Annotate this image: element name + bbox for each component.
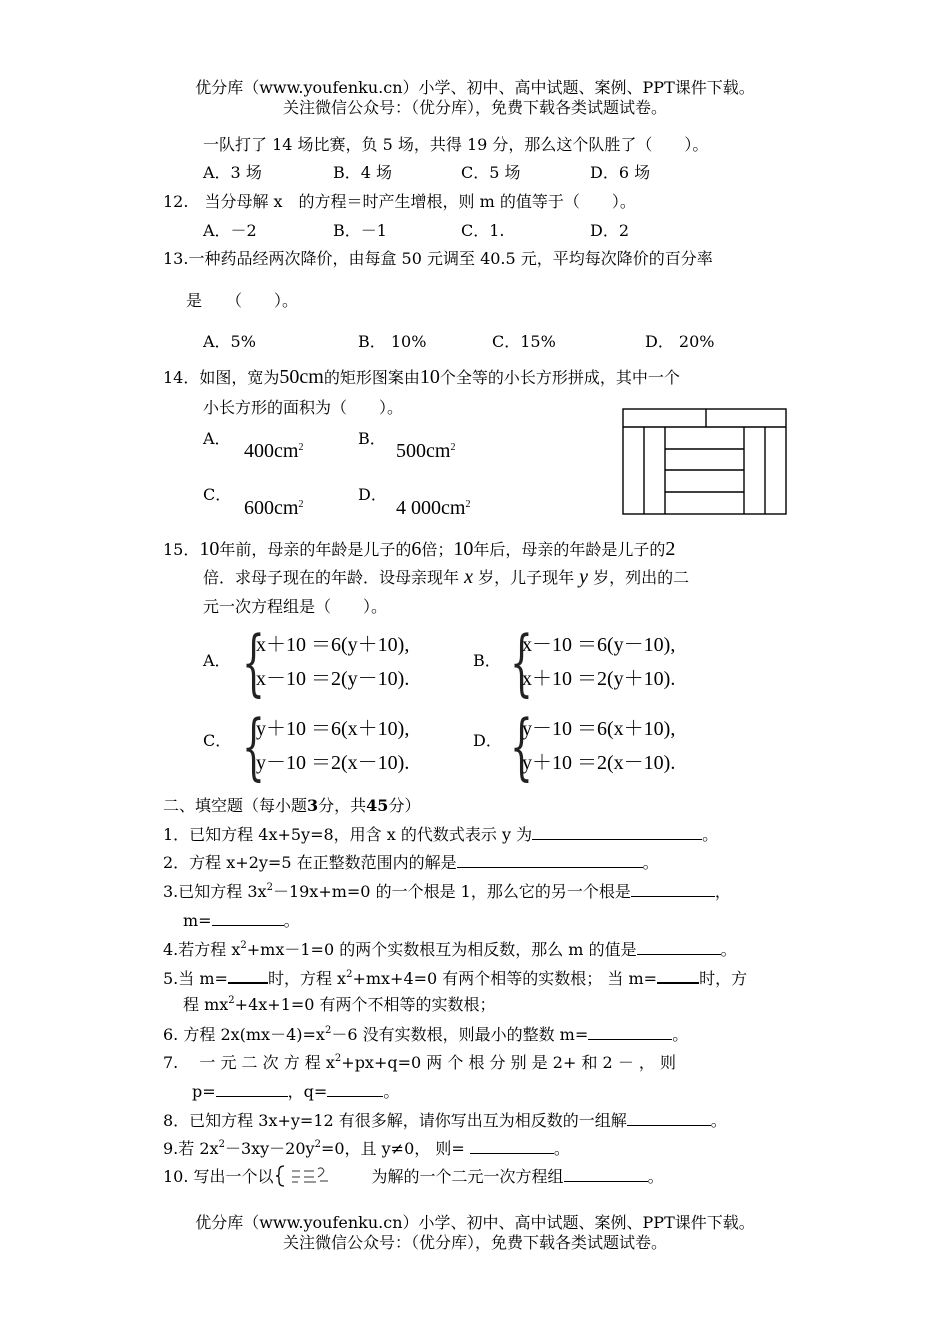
fill-5	[163, 966, 747, 990]
q15-line2-c: 岁，列出的二	[588, 568, 690, 587]
q14-option-d-label: D．	[358, 485, 387, 504]
fill-5-text-c: +mx+4=0 有两个相等的实数根； 当 m=	[352, 969, 658, 988]
q15-option-c-eq2: y－10 ＝2(x－10).	[256, 752, 410, 774]
q15-option-c-eq1: y＋10 ＝6(x＋10),	[256, 718, 410, 740]
fill-2-end: 。	[642, 853, 659, 872]
q14-option-d-sup: 2	[465, 499, 471, 510]
fill-10-brace-graphic	[274, 1163, 372, 1189]
fill-3-blank-2[interactable]	[212, 909, 284, 926]
fill-7-p: p=	[192, 1082, 216, 1101]
q15-var-x: x	[464, 566, 473, 588]
q15-option-b-eq1: x－10 ＝6(y－10),	[522, 634, 676, 656]
fill-3-text-a: 3.已知方程 3x	[163, 882, 267, 901]
footer-line-2: 关注微信公众号：（优分库），免费下载各类试题试卷。	[282, 1233, 667, 1252]
q14-option-c-label: C．	[203, 485, 232, 504]
fill-7-line-2	[192, 1080, 399, 1103]
fill-3-text-b: －19x+m=0 的一个根是 1，那么它的另一个根是	[272, 882, 631, 901]
q13-option-a: A．5%	[203, 332, 256, 351]
fill-7-blank-2[interactable]	[327, 1080, 383, 1097]
q14-text-3: 个全等的小长方形拼成，其中一个	[439, 368, 680, 387]
fill-7-text-b: +px+q=0 两 个 根 分 别 是 2+ 和 2 － ， 则	[341, 1053, 676, 1072]
fill-5-line-2	[183, 994, 496, 1016]
q14-text-2: 的矩形图案由	[323, 368, 420, 387]
fill-5-text-a: 5.当 m=	[163, 969, 228, 988]
q12-stem: 12. 当分母解 x 的方程＝时产生增根，则 m 的值等于（ ）。	[163, 192, 636, 211]
fill-6	[163, 1023, 688, 1046]
fill-5-blank-2[interactable]	[657, 966, 699, 984]
q14-number: 14．	[163, 368, 200, 387]
fill-5-sup-2: 2	[228, 995, 235, 1006]
q11-option-c: C．5 场	[461, 163, 521, 182]
q15-line2-a: 倍．求母子现在的年龄．设母亲现年	[203, 568, 465, 587]
q15-option-c-brace: {	[242, 704, 265, 788]
q13-option-c: C．15%	[492, 332, 556, 351]
q15-option-b-brace: {	[510, 620, 533, 704]
q15-a4: 2	[665, 538, 676, 560]
fill-10-end: 。	[647, 1167, 664, 1186]
q15-option-b-eq2: x＋10 ＝2(y＋10).	[522, 668, 676, 690]
fill-1-blank[interactable]	[532, 823, 702, 840]
q15-option-b-label: B．	[473, 651, 501, 670]
section-2-title-b: 3	[307, 796, 319, 815]
section-2-title-a: 二、填空题（每小题	[163, 796, 308, 815]
q14-option-b-value	[396, 440, 455, 463]
fill-9	[163, 1137, 570, 1160]
fill-10-blank[interactable]	[564, 1165, 648, 1182]
fill-5-text-d: 时，方	[699, 969, 748, 988]
q11-option-d: D．6 场	[590, 163, 651, 182]
fill-2	[163, 851, 659, 874]
q14-option-a-label: A．	[203, 429, 231, 448]
fill-4	[163, 938, 737, 961]
fill-6-blank[interactable]	[588, 1023, 672, 1040]
q14-stem-2: 小长方形的面积为（ ）。	[203, 398, 404, 417]
fill-5-text-e: 程 mx	[183, 995, 229, 1014]
fill-9-sup: 2	[218, 1139, 225, 1150]
q15-option-d-brace: {	[510, 704, 533, 788]
fill-7	[163, 1052, 676, 1074]
fill-7-text-a: 7. 一 元 二 次 方 程 x	[163, 1053, 335, 1072]
rectangle-pattern-figure	[622, 408, 788, 516]
fill-7-end: 。	[383, 1082, 400, 1101]
section-2-title-e: 分）	[388, 796, 421, 815]
q15-var-y: y	[579, 566, 589, 588]
q14-option-a-number: 400cm	[244, 440, 299, 462]
q15-option-c-label: C．	[203, 731, 232, 750]
fill-3-blank-1[interactable]	[631, 880, 715, 897]
q12-option-b: B．－1	[333, 221, 387, 240]
q15-option-a-label: A．	[203, 651, 231, 670]
q15-number: 15．	[163, 540, 200, 559]
q12-option-d: D．2	[590, 221, 630, 240]
q14-option-b-label: B．	[358, 429, 386, 448]
q15-a3: 10	[453, 538, 474, 560]
fill-2-text: 2．方程 x+2y=5 在正整数范围内的解是	[163, 853, 457, 872]
fill-9-text-a: 9.若 2x	[163, 1139, 219, 1158]
q15-option-a-brace: {	[242, 620, 265, 704]
q15-option-a-eq2: x－10 ＝2(y－10).	[256, 668, 410, 690]
figure-outer-rect	[623, 409, 786, 514]
q14-option-b-number: 500cm	[396, 440, 451, 462]
fill-7-q: ，q=	[287, 1082, 328, 1101]
q15-a2: 6	[411, 538, 422, 560]
section-2-title-c: 分，共	[318, 796, 367, 815]
header-line-1: 优分库（www.youfenku.cn）小学、初中、高中试题、案例、PPT课件下载。	[195, 78, 755, 97]
q11-option-b: B．4 场	[333, 163, 393, 182]
q15-text-2: 倍；	[421, 540, 454, 559]
q14-text-1: 如图，宽为	[199, 368, 280, 387]
q15-option-d-eq1: y－10 ＝6(x＋10),	[522, 718, 676, 740]
q14-option-a-sup: 2	[298, 442, 304, 453]
q12-option-c: C．1.	[461, 221, 505, 240]
fill-5-text-b: 时，方程 x	[267, 969, 347, 988]
q15-option-d-eq2: y＋10 ＝2(x－10).	[522, 752, 676, 774]
q13-option-d: D． 20%	[645, 332, 715, 351]
fill-5-sup: 2	[346, 969, 353, 980]
q14-option-c-sup: 2	[298, 499, 304, 510]
fill-1	[163, 823, 718, 846]
q15-stem-3: 元一次方程组是（ ）。	[203, 597, 388, 616]
fill-5-text-f: +4x+1=0 有两个不相等的实数根；	[234, 995, 496, 1014]
fill-3-sup: 2	[266, 882, 273, 893]
q15-option-d-label: D．	[473, 731, 502, 750]
footer-line-1: 优分库（www.youfenku.cn）小学、初中、高中试题、案例、PPT课件下载。	[195, 1213, 755, 1232]
fill-7-blank-1[interactable]	[216, 1080, 288, 1097]
fill-10	[163, 1165, 664, 1189]
fill-9-text-c: =0，且 y≠0， 则=	[320, 1139, 470, 1158]
fill-8-end: 。	[710, 1111, 727, 1130]
q14-option-c-number: 600cm	[244, 497, 299, 519]
q13-stem-2: 是 （ ）。	[186, 291, 299, 310]
q15-a1: 10	[199, 538, 220, 560]
q13-stem: 13.一种药品经两次降价，由每盒 50 元调至 40.5 元，平均每次降价的百分率	[163, 249, 713, 268]
q14-option-c-value	[244, 497, 303, 520]
fill-4-blank[interactable]	[637, 938, 721, 955]
fill-6-text-b: －6 没有实数根，则最小的整数 m=	[331, 1025, 589, 1044]
fill-10-text-b: 为解的一个二元一次方程组	[371, 1167, 564, 1186]
fill-8	[163, 1109, 727, 1132]
fill-6-end: 。	[672, 1025, 689, 1044]
fill-8-blank[interactable]	[627, 1109, 711, 1126]
q15-stem	[163, 538, 675, 561]
fill-9-text-b: －3xy－20y	[224, 1139, 315, 1158]
q14-width: 50cm	[279, 366, 324, 388]
q15-text-1: 年前，母亲的年龄是儿子的	[219, 540, 412, 559]
q15-line2-b: 岁，儿子现年	[472, 568, 580, 587]
fill-3-end: 。	[283, 911, 300, 930]
q14-option-a-value	[244, 440, 303, 463]
q14-option-d-value	[396, 497, 470, 520]
header-line-2: 关注微信公众号：（优分库），免费下载各类试题试卷。	[282, 98, 667, 117]
fill-9-end: 。	[553, 1139, 570, 1158]
fill-3	[163, 880, 731, 903]
fill-4-sup: 2	[240, 940, 247, 951]
q15-text-3: 年后，母亲的年龄是儿子的	[473, 540, 666, 559]
q11-stem: 一队打了 14 场比赛，负 5 场，共得 19 分，那么这个队胜了（ ）。	[203, 135, 709, 154]
fill-3-comma: ，	[714, 882, 731, 901]
fill-4-text-b: +mx－1=0 的两个实数根互为相反数，那么 m 的值是	[246, 940, 637, 959]
fill-6-sup: 2	[324, 1025, 332, 1036]
fill-1-end: 。	[702, 825, 719, 844]
fill-4-end: 。	[720, 940, 737, 959]
fill-1-text: 1．已知方程 4x+5y=8，用含 x 的代数式表示 y 为	[163, 825, 533, 844]
fill-4-text-a: 4.若方程 x	[163, 940, 241, 959]
fill-6-text-a: 6. 方程 2x(mx－4)=x	[163, 1025, 325, 1044]
q14-count: 10	[419, 366, 440, 388]
fill-5-blank-1[interactable]	[228, 966, 268, 984]
q12-option-a: A．－2	[203, 221, 257, 240]
q15-option-a-eq1: x＋10 ＝6(y＋10),	[256, 634, 410, 656]
fill-3-m: m=	[183, 911, 212, 930]
q13-option-b: B． 10%	[358, 332, 427, 351]
fill-9-sup-2: 2	[314, 1139, 321, 1150]
fill-8-text: 8．已知方程 3x+y=12 有很多解，请你写出互为相反数的一组解	[163, 1111, 627, 1130]
fill-9-blank[interactable]	[470, 1137, 554, 1154]
section-2-title	[163, 795, 420, 817]
fill-10-system-image	[274, 1167, 372, 1189]
q11-option-a: A．3 场	[203, 163, 262, 182]
section-2-title-d: 45	[366, 796, 389, 815]
fill-2-blank[interactable]	[457, 851, 643, 868]
fill-10-text-a: 10. 写出一个以	[163, 1167, 274, 1186]
q14-stem	[163, 366, 680, 389]
fill-7-sup: 2	[334, 1053, 342, 1064]
q15-stem-2	[203, 566, 689, 589]
q14-option-d-number: 4 000cm	[396, 497, 466, 519]
fill-3-line-2	[183, 909, 300, 932]
q14-option-b-sup: 2	[450, 442, 456, 453]
